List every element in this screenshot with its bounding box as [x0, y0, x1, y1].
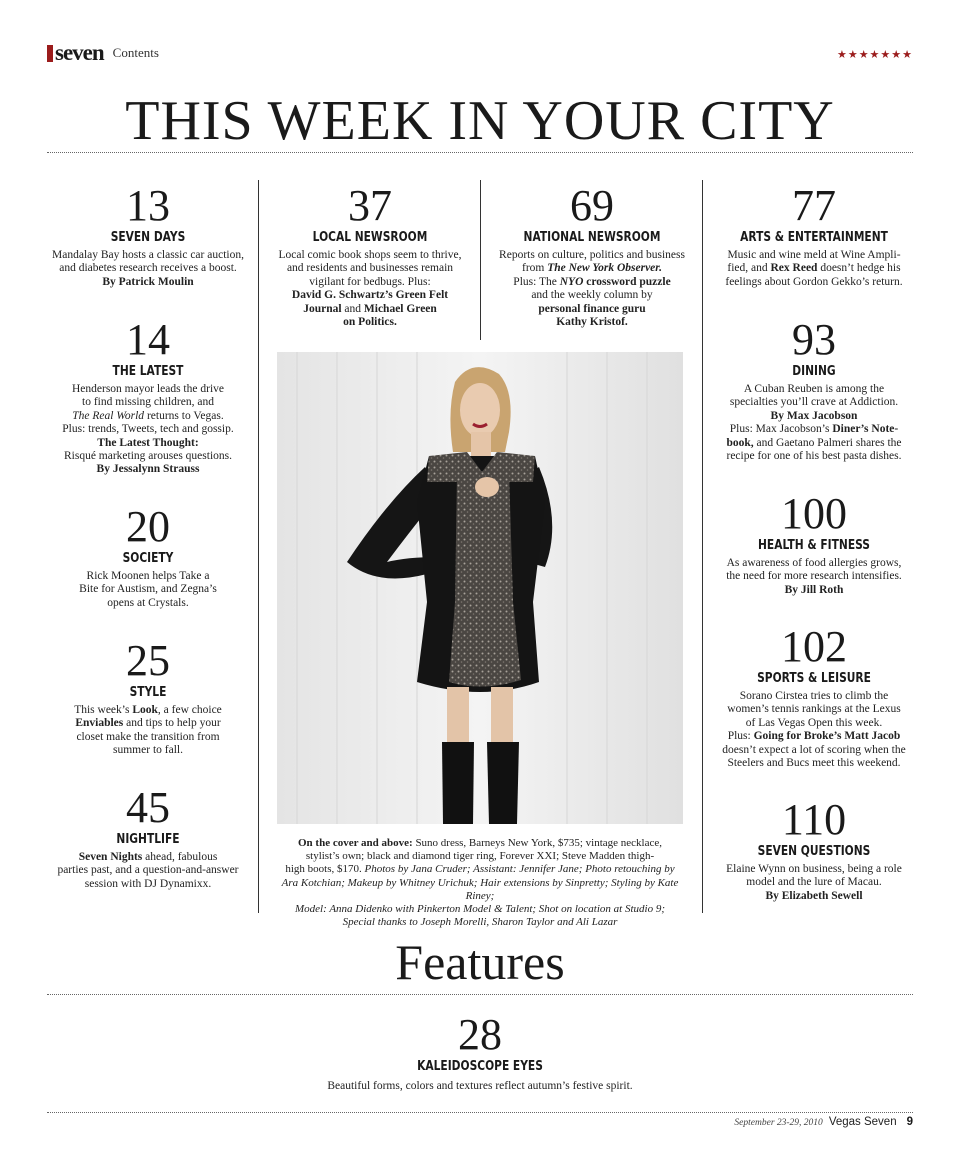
- toc-entry-93[interactable]: [708, 315, 920, 463]
- section-title: THE LATEST: [112, 364, 184, 379]
- logo-wordmark: seven: [55, 40, 104, 65]
- page-number: 45: [126, 783, 170, 832]
- section-title: STYLE: [129, 685, 167, 700]
- entry-description: Henderson mayor leads the drive to find missing children, and The Real World returns to Vegas. Plus: trends, Tweets, tech and gossip. The Latest Thought: Risqué marketing arouses questions. By Jessalynn Strauss: [62, 383, 234, 476]
- toc-entry-102[interactable]: [708, 622, 920, 770]
- section-title: SPORTS & LEISURE: [757, 671, 871, 686]
- cover-photo[interactable]: [277, 352, 683, 824]
- section-title: ARTS & ENTERTAINMENT: [740, 230, 888, 245]
- star-rating-decoration: ★★★★★★★: [836, 48, 913, 61]
- toc-entry-69[interactable]: [486, 181, 698, 329]
- toc-entry-110[interactable]: [708, 795, 920, 903]
- cover-photo-illustration: [277, 352, 683, 824]
- magazine-logo: [47, 40, 159, 65]
- section-title: LOCAL NEWSROOM: [312, 230, 428, 245]
- page-footer: [734, 1116, 913, 1128]
- page-folio: 9: [906, 1116, 913, 1128]
- toc-entry-13[interactable]: [42, 181, 254, 289]
- toc-entry-37[interactable]: [264, 181, 476, 329]
- section-title: NATIONAL NEWSROOM: [523, 230, 661, 245]
- byline: By Elizabeth Sewell: [765, 889, 863, 902]
- section-title: HEALTH & FITNESS: [757, 538, 870, 553]
- column-divider-1: [258, 180, 259, 913]
- byline: By Jessalynn Strauss: [96, 463, 200, 476]
- page-number: 77: [792, 181, 836, 230]
- page-number: 14: [126, 315, 170, 364]
- section-title: SOCIETY: [122, 551, 174, 566]
- entry-description: As awareness of food allergies grows, the need for more research intensifies. By Jill Roth: [726, 557, 902, 596]
- section-title: NIGHTLIFE: [116, 832, 180, 847]
- dotted-divider-features: [47, 994, 913, 995]
- magazine-name: Vegas Seven: [828, 1116, 897, 1128]
- page-number: 93: [792, 315, 836, 364]
- toc-entry-45[interactable]: [42, 783, 254, 891]
- column-divider-2: [480, 180, 481, 340]
- toc-entry-20[interactable]: [42, 502, 254, 610]
- cover-caption: On the cover and above: Suno dress, Barneys New York, $735; vintage necklace, stylist’s own; black and diamond tiger ring, Forever XXI; Steve Madden thigh- high boots, $170. Photos by Jana Cruder; Assistant: Jennifer Jane; Photo retouching by Ara Kotchian; Makeup by Whitney Urichuk; Hair extensions by Sinpretty; Styling by Kate Riney; Model: Anna Didenko with Pinkerton Model & Talent; Shot on location at Studio 9; Special thanks to Joseph Morelli, Sharon Taylor and Ali Lazar: [281, 837, 679, 929]
- dotted-divider-bottom: [47, 1112, 913, 1113]
- dotted-divider-top: [47, 152, 913, 153]
- entry-description: Sorano Cirstea tries to climb the women’s tennis rankings at the Lexus of Las Vegas Open this week. Plus: Going for Broke’s Matt Jacob doesn’t expect a lot of scoring when the Steelers and Bucs meet this weekend.: [722, 690, 906, 770]
- page-number: 20: [126, 502, 170, 551]
- byline: By Jill Roth: [784, 583, 844, 596]
- features-heading: Features: [395, 934, 565, 990]
- entry-description: Beautiful forms, colors and textures reflect autumn’s festive spirit.: [327, 1080, 633, 1092]
- page-headline: THIS WEEK IN YOUR CITY: [125, 90, 835, 152]
- toc-entry-14[interactable]: [42, 315, 254, 477]
- section-title: SEVEN QUESTIONS: [757, 844, 871, 859]
- toc-entry-77[interactable]: [708, 181, 920, 289]
- byline: By Patrick Moulin: [102, 275, 194, 288]
- section-label: Contents: [112, 45, 159, 60]
- feature-entry-28[interactable]: [280, 1010, 680, 1093]
- page-number: 13: [126, 181, 170, 230]
- toc-entry-100[interactable]: [708, 489, 920, 597]
- logo-accent-bar: [47, 45, 53, 62]
- page-number: 69: [570, 181, 614, 230]
- entry-description: Mandalay Bay hosts a classic car auction, and diabetes research receives a boost. By Patrick Moulin: [52, 249, 244, 288]
- entry-description: A Cuban Reuben is among the specialties you’ll crave at Addiction. By Max Jacobson Plus: Max Jacobson’s Diner’s Note- book, and Gaetano Palmeri shares the recipe for one of his best pasta dishes.: [726, 383, 902, 463]
- page-number: 102: [781, 622, 847, 671]
- entry-description: This week’s Look, a few choice Enviables and tips to help your closet make the transition from summer to fall.: [74, 704, 222, 757]
- page-number: 25: [126, 636, 170, 685]
- entry-description: Reports on culture, politics and business from The New York Observer. Plus: The NYO crossword puzzle and the weekly column by personal finance guru Kathy Kristof.: [499, 249, 685, 329]
- section-title: SEVEN DAYS: [110, 230, 186, 245]
- section-title: KALEIDOSCOPE EYES: [417, 1059, 543, 1074]
- page-number: 100: [781, 489, 847, 538]
- byline: By Max Jacobson: [770, 409, 858, 422]
- page-number: 110: [781, 795, 847, 844]
- entry-description: Rick Moonen helps Take a Bite for Austism, and Zegna’s opens at Crystals.: [79, 570, 217, 609]
- column-divider-3: [702, 180, 703, 913]
- page-number: 37: [348, 181, 392, 230]
- entry-description: Seven Nights ahead, fabulous parties past, and a question-and-answer session with DJ Dynamixx.: [57, 851, 239, 890]
- entry-description: Music and wine meld at Wine Ampli- fied, and Rex Reed doesn’t hedge his feelings about Gordon Gekko’s return.: [725, 249, 903, 288]
- entry-description: Local comic book shops seem to thrive, and residents and businesses remain vigilant for bedbugs. Plus: David G. Schwartz’s Green Felt Journal and Michael Green on Politics.: [278, 249, 462, 329]
- entry-description: Elaine Wynn on business, being a role model and the lure of Macau. By Elizabeth Sewell: [726, 863, 902, 902]
- section-title: DINING: [792, 364, 836, 379]
- toc-entry-25[interactable]: [42, 636, 254, 758]
- issue-date: September 23-29, 2010: [734, 1118, 823, 1128]
- page-number: 28: [458, 1010, 502, 1059]
